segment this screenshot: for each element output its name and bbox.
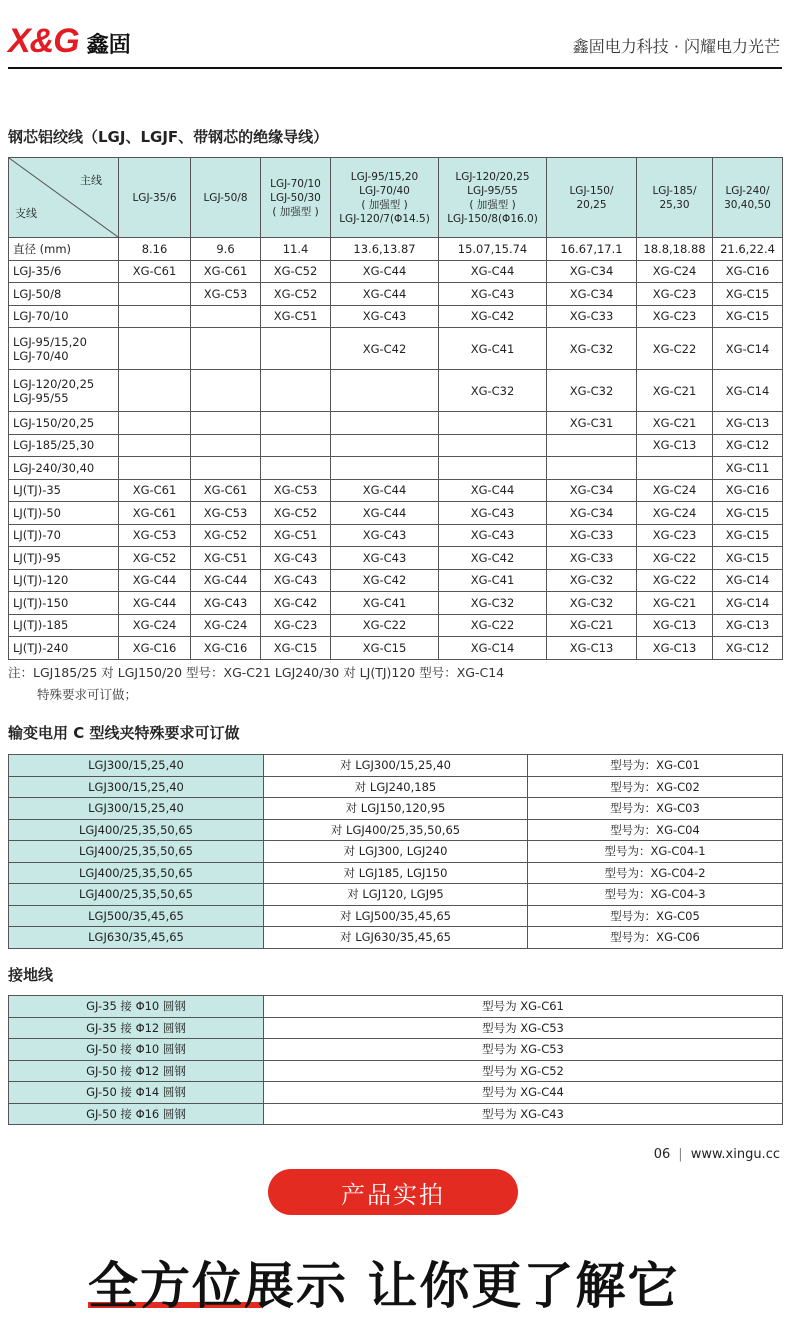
table-cell: XG-C23 bbox=[637, 305, 713, 328]
row-label: LGJ-95/15,20 LGJ-70/40 bbox=[9, 328, 119, 370]
table-row bbox=[9, 1103, 783, 1125]
table-row bbox=[9, 457, 783, 480]
table-row bbox=[9, 569, 783, 592]
table-cell: XG-C44 bbox=[331, 502, 439, 525]
table-cell: XG-C24 bbox=[191, 614, 261, 637]
model-cell: 型号为：XG-C03 bbox=[528, 798, 783, 820]
branch-conductor-cell: 对 LGJ240,185 bbox=[264, 776, 528, 798]
table-cell: XG-C32 bbox=[547, 328, 637, 370]
table-cell bbox=[331, 434, 439, 457]
table-cell: XG-C51 bbox=[261, 524, 331, 547]
table-cell: XG-C13 bbox=[713, 614, 783, 637]
table-cell: XG-C15 bbox=[713, 502, 783, 525]
table-cell: XG-C15 bbox=[713, 547, 783, 570]
table-cell bbox=[439, 434, 547, 457]
model-cell: 型号为 XG-C53 bbox=[264, 1017, 783, 1039]
table-cell bbox=[191, 457, 261, 480]
table-cell bbox=[191, 370, 261, 412]
model-cell: 型号为 XG-C44 bbox=[264, 1082, 783, 1104]
table-cell bbox=[119, 457, 191, 480]
table-cell: XG-C34 bbox=[547, 283, 637, 306]
table-cell bbox=[261, 457, 331, 480]
table-cell: XG-C14 bbox=[713, 592, 783, 615]
table-cell: XG-C43 bbox=[331, 524, 439, 547]
banner-headline: 全方位展示 让你更了解它 bbox=[88, 1257, 680, 1315]
table-cell: XG-C14 bbox=[713, 370, 783, 412]
model-cell: 型号为：XG-C04 bbox=[528, 819, 783, 841]
table-cell bbox=[439, 412, 547, 435]
column-header: LGJ-35/6 bbox=[119, 158, 191, 238]
branch-conductor-cell: 对 LGJ630/35,45,65 bbox=[264, 927, 528, 949]
table-row bbox=[9, 755, 783, 777]
table-cell: XG-C34 bbox=[547, 502, 637, 525]
grounding-spec-cell: GJ-50 接 Φ10 圆钢 bbox=[9, 1039, 264, 1061]
table-cell: 8.16 bbox=[119, 238, 191, 261]
table-row bbox=[9, 328, 783, 370]
branch-conductor-cell: 对 LGJ150,120,95 bbox=[264, 798, 528, 820]
table-cell: XG-C34 bbox=[547, 260, 637, 283]
model-cell: 型号为：XG-C06 bbox=[528, 927, 783, 949]
table-cell: XG-C61 bbox=[119, 479, 191, 502]
grounding-spec-cell: GJ-50 接 Φ14 圆钢 bbox=[9, 1082, 264, 1104]
table-cell bbox=[119, 305, 191, 328]
table-row bbox=[9, 592, 783, 615]
table-cell: XG-C44 bbox=[331, 283, 439, 306]
table-cell: XG-C61 bbox=[119, 502, 191, 525]
table-cell: XG-C16 bbox=[119, 637, 191, 660]
model-cell: 型号为：XG-C01 bbox=[528, 755, 783, 777]
table-cell: XG-C43 bbox=[261, 547, 331, 570]
table-cell: XG-C15 bbox=[331, 637, 439, 660]
main-conductor-cell: LGJ300/15,25,40 bbox=[9, 755, 264, 777]
branch-conductor-cell: 对 LGJ400/25,35,50,65 bbox=[264, 819, 528, 841]
model-cell: 型号为 XG-C53 bbox=[264, 1039, 783, 1061]
table-row bbox=[9, 1017, 783, 1039]
main-conductor-cell: LGJ400/25,35,50,65 bbox=[9, 862, 264, 884]
table-cell: 16.67,17.1 bbox=[547, 238, 637, 261]
table-cell: XG-C13 bbox=[547, 637, 637, 660]
table-cell: XG-C22 bbox=[637, 328, 713, 370]
table-row bbox=[9, 841, 783, 863]
brand-logo bbox=[8, 22, 131, 61]
table-row bbox=[9, 905, 783, 927]
main-conductor-cell: LGJ500/35,45,65 bbox=[9, 905, 264, 927]
table-cell: XG-C43 bbox=[439, 502, 547, 525]
table-row bbox=[9, 260, 783, 283]
table-cell bbox=[547, 434, 637, 457]
table-cell: XG-C44 bbox=[191, 569, 261, 592]
table-cell: XG-C42 bbox=[331, 569, 439, 592]
corner-cell bbox=[9, 158, 119, 238]
table-row bbox=[9, 862, 783, 884]
table-cell: XG-C15 bbox=[713, 305, 783, 328]
table-cell bbox=[261, 434, 331, 457]
table-cell: XG-C51 bbox=[261, 305, 331, 328]
table-cell: XG-C16 bbox=[191, 637, 261, 660]
table-cell bbox=[637, 457, 713, 480]
c-clamp-table bbox=[8, 754, 783, 949]
table-cell bbox=[261, 328, 331, 370]
table-cell: XG-C23 bbox=[637, 524, 713, 547]
table-row bbox=[9, 996, 783, 1018]
table-cell: XG-C13 bbox=[637, 434, 713, 457]
table-cell: XG-C43 bbox=[331, 547, 439, 570]
table-cell: XG-C21 bbox=[547, 614, 637, 637]
grounding-spec-cell: GJ-35 接 Φ10 圆钢 bbox=[9, 996, 264, 1018]
table-cell: XG-C43 bbox=[261, 569, 331, 592]
table-cell: XG-C41 bbox=[439, 328, 547, 370]
table-cell: XG-C22 bbox=[331, 614, 439, 637]
table-cell: 13.6,13.87 bbox=[331, 238, 439, 261]
table-cell: XG-C53 bbox=[191, 283, 261, 306]
table-cell bbox=[191, 305, 261, 328]
table-cell: XG-C61 bbox=[191, 260, 261, 283]
table-cell: XG-C21 bbox=[637, 592, 713, 615]
table-row bbox=[9, 502, 783, 525]
row-label: LGJ-70/10 bbox=[9, 305, 119, 328]
row-label: LGJ-240/30,40 bbox=[9, 457, 119, 480]
table-cell bbox=[439, 457, 547, 480]
table-cell: XG-C52 bbox=[191, 524, 261, 547]
table-cell: XG-C53 bbox=[261, 479, 331, 502]
table-cell bbox=[191, 434, 261, 457]
table-cell: XG-C51 bbox=[191, 547, 261, 570]
table-note: 注：LGJ185/25 对 LGJ150/20 型号：XG-C21 LGJ240/30 对 LJ(TJ)120 型号：XG-C14 bbox=[8, 665, 505, 680]
slogan: 鑫固电力科技 · 闪耀电力光芒 bbox=[572, 37, 780, 56]
table-cell: 21.6,22.4 bbox=[713, 238, 783, 261]
section-title-grounding: 接地线 bbox=[8, 966, 54, 984]
table-cell: XG-C13 bbox=[713, 412, 783, 435]
table-cell: 15.07,15.74 bbox=[439, 238, 547, 261]
row-label: LGJ-35/6 bbox=[9, 260, 119, 283]
model-cell: 型号为：XG-C02 bbox=[528, 776, 783, 798]
column-header: LGJ-185/ 25,30 bbox=[637, 158, 713, 238]
steel-core-table bbox=[8, 157, 783, 660]
table-cell: 18.8,18.88 bbox=[637, 238, 713, 261]
model-cell: 型号为 XG-C43 bbox=[264, 1103, 783, 1125]
table-cell: XG-C44 bbox=[439, 479, 547, 502]
table-cell: XG-C33 bbox=[547, 547, 637, 570]
table-cell bbox=[119, 412, 191, 435]
main-conductor-cell: LGJ300/15,25,40 bbox=[9, 776, 264, 798]
table-cell bbox=[261, 412, 331, 435]
branch-conductor-cell: 对 LGJ300, LGJ240 bbox=[264, 841, 528, 863]
table-cell: XG-C42 bbox=[439, 305, 547, 328]
table-cell bbox=[331, 457, 439, 480]
table-cell: XG-C53 bbox=[191, 502, 261, 525]
row-label: LJ(TJ)-150 bbox=[9, 592, 119, 615]
table-cell: XG-C42 bbox=[439, 547, 547, 570]
table-cell: XG-C41 bbox=[331, 592, 439, 615]
table-row bbox=[9, 1060, 783, 1082]
product-photos-button[interactable]: 产品实拍 bbox=[268, 1169, 518, 1215]
table-cell: XG-C15 bbox=[261, 637, 331, 660]
table-cell: XG-C16 bbox=[713, 479, 783, 502]
table-row bbox=[9, 370, 783, 412]
branch-conductor-cell: 对 LGJ120, LGJ95 bbox=[264, 884, 528, 906]
table-cell bbox=[119, 370, 191, 412]
table-cell: XG-C43 bbox=[439, 283, 547, 306]
table-cell: XG-C24 bbox=[637, 502, 713, 525]
table-cell bbox=[547, 457, 637, 480]
table-cell: XG-C41 bbox=[439, 569, 547, 592]
table-row bbox=[9, 524, 783, 547]
table-cell: XG-C52 bbox=[119, 547, 191, 570]
table-cell: XG-C24 bbox=[637, 479, 713, 502]
table-cell: XG-C11 bbox=[713, 457, 783, 480]
section-title-steel-core: 钢芯铝绞线（LGJ、LGJF、带钢芯的绝缘导线） bbox=[8, 128, 329, 146]
model-cell: 型号为：XG-C04-2 bbox=[528, 862, 783, 884]
table-row bbox=[9, 434, 783, 457]
grounding-spec-cell: GJ-35 接 Φ12 圆钢 bbox=[9, 1017, 264, 1039]
table-cell: XG-C22 bbox=[637, 547, 713, 570]
grounding-spec-cell: GJ-50 接 Φ16 圆钢 bbox=[9, 1103, 264, 1125]
table-cell bbox=[331, 412, 439, 435]
table-cell: XG-C52 bbox=[261, 260, 331, 283]
table-cell: XG-C44 bbox=[331, 479, 439, 502]
branch-conductor-cell: 对 LGJ185, LGJ150 bbox=[264, 862, 528, 884]
row-label: LJ(TJ)-185 bbox=[9, 614, 119, 637]
column-header: LGJ-95/15,20 LGJ-70/40 ( 加强型 ) LGJ-120/7(Φ14.5) bbox=[331, 158, 439, 238]
table-cell: XG-C14 bbox=[713, 569, 783, 592]
table-row bbox=[9, 1039, 783, 1061]
main-conductor-cell: LGJ400/25,35,50,65 bbox=[9, 841, 264, 863]
table-cell: XG-C32 bbox=[439, 592, 547, 615]
row-label: LGJ-185/25,30 bbox=[9, 434, 119, 457]
table-cell: XG-C13 bbox=[637, 614, 713, 637]
table-cell: XG-C43 bbox=[439, 524, 547, 547]
table-cell: XG-C21 bbox=[637, 370, 713, 412]
branch-conductor-cell: 对 LGJ300/15,25,40 bbox=[264, 755, 528, 777]
model-cell: 型号为 XG-C52 bbox=[264, 1060, 783, 1082]
table-row bbox=[9, 305, 783, 328]
main-conductor-cell: LGJ300/15,25,40 bbox=[9, 798, 264, 820]
page-number: 06 bbox=[653, 1147, 671, 1162]
corner-branch-label: 支线 bbox=[15, 207, 37, 220]
row-label: 直径 (mm) bbox=[9, 238, 119, 261]
table-cell: XG-C32 bbox=[547, 592, 637, 615]
website-link[interactable]: www.xingu.cc bbox=[690, 1147, 780, 1162]
table-cell: XG-C44 bbox=[331, 260, 439, 283]
table-cell bbox=[331, 370, 439, 412]
table-cell: XG-C15 bbox=[713, 524, 783, 547]
table-cell: XG-C61 bbox=[191, 479, 261, 502]
table-cell: XG-C32 bbox=[547, 569, 637, 592]
table-cell: XG-C14 bbox=[439, 637, 547, 660]
row-label: LJ(TJ)-120 bbox=[9, 569, 119, 592]
row-label: LJ(TJ)-70 bbox=[9, 524, 119, 547]
table-row bbox=[9, 238, 783, 261]
table-note-custom: 特殊要求可订做； bbox=[37, 687, 138, 702]
page-header bbox=[0, 0, 790, 70]
table-cell bbox=[191, 412, 261, 435]
table-cell bbox=[191, 328, 261, 370]
section-title-c-clamp: 输变电用 C 型线夹特殊要求可订做 bbox=[8, 724, 240, 742]
table-cell: XG-C32 bbox=[547, 370, 637, 412]
table-row bbox=[9, 927, 783, 949]
table-cell bbox=[261, 370, 331, 412]
table-cell: XG-C43 bbox=[331, 305, 439, 328]
column-header: LGJ-240/ 30,40,50 bbox=[713, 158, 783, 238]
row-label: LJ(TJ)-240 bbox=[9, 637, 119, 660]
table-row bbox=[9, 614, 783, 637]
table-cell: XG-C16 bbox=[713, 260, 783, 283]
table-cell: XG-C22 bbox=[637, 569, 713, 592]
table-row bbox=[9, 479, 783, 502]
column-header: LGJ-150/ 20,25 bbox=[547, 158, 637, 238]
table-cell: XG-C44 bbox=[439, 260, 547, 283]
table-cell: XG-C22 bbox=[439, 614, 547, 637]
grounding-spec-cell: GJ-50 接 Φ12 圆钢 bbox=[9, 1060, 264, 1082]
table-cell: XG-C13 bbox=[637, 637, 713, 660]
row-label: LJ(TJ)-95 bbox=[9, 547, 119, 570]
logo-mark: X&G bbox=[8, 22, 79, 60]
main-conductor-cell: LGJ400/25,35,50,65 bbox=[9, 819, 264, 841]
row-label: LGJ-50/8 bbox=[9, 283, 119, 306]
column-header: LGJ-120/20,25 LGJ-95/55 ( 加强型 ) LGJ-150/8(Φ16.0) bbox=[439, 158, 547, 238]
footer-separator: | bbox=[678, 1147, 683, 1162]
table-cell: XG-C52 bbox=[261, 502, 331, 525]
table-cell bbox=[119, 328, 191, 370]
row-label: LGJ-120/20,25 LGJ-95/55 bbox=[9, 370, 119, 412]
table-row bbox=[9, 637, 783, 660]
main-conductor-cell: LGJ400/25,35,50,65 bbox=[9, 884, 264, 906]
table-cell: XG-C21 bbox=[637, 412, 713, 435]
table-cell: XG-C24 bbox=[637, 260, 713, 283]
table-cell: 11.4 bbox=[261, 238, 331, 261]
table-cell: XG-C14 bbox=[713, 328, 783, 370]
column-header: LGJ-50/8 bbox=[191, 158, 261, 238]
table-header-row bbox=[9, 158, 783, 238]
table-cell: XG-C15 bbox=[713, 283, 783, 306]
model-cell: 型号为：XG-C05 bbox=[528, 905, 783, 927]
table-cell: XG-C53 bbox=[119, 524, 191, 547]
page-footer bbox=[654, 1147, 780, 1162]
table-cell: 9.6 bbox=[191, 238, 261, 261]
table-row bbox=[9, 776, 783, 798]
branch-conductor-cell: 对 LGJ500/35,45,65 bbox=[264, 905, 528, 927]
table-row bbox=[9, 884, 783, 906]
table-cell: XG-C12 bbox=[713, 637, 783, 660]
column-header: LGJ-70/10 LGJ-50/30 ( 加强型 ) bbox=[261, 158, 331, 238]
table-cell: XG-C24 bbox=[119, 614, 191, 637]
table-cell: XG-C23 bbox=[637, 283, 713, 306]
model-cell: 型号为：XG-C04-1 bbox=[528, 841, 783, 863]
diagonal-line bbox=[9, 158, 118, 237]
table-row bbox=[9, 412, 783, 435]
row-label: LJ(TJ)-35 bbox=[9, 479, 119, 502]
table-cell: XG-C42 bbox=[331, 328, 439, 370]
table-cell: XG-C32 bbox=[439, 370, 547, 412]
table-cell: XG-C42 bbox=[261, 592, 331, 615]
table-cell: XG-C44 bbox=[119, 569, 191, 592]
table-cell: XG-C33 bbox=[547, 305, 637, 328]
table-cell: XG-C33 bbox=[547, 524, 637, 547]
grounding-table bbox=[8, 995, 783, 1125]
row-label: LGJ-150/20,25 bbox=[9, 412, 119, 435]
table-cell: XG-C23 bbox=[261, 614, 331, 637]
header-divider bbox=[8, 67, 782, 69]
table-row bbox=[9, 547, 783, 570]
table-cell bbox=[119, 434, 191, 457]
table-cell: XG-C12 bbox=[713, 434, 783, 457]
model-cell: 型号为：XG-C04-3 bbox=[528, 884, 783, 906]
table-row bbox=[9, 1082, 783, 1104]
model-cell: 型号为 XG-C61 bbox=[264, 996, 783, 1018]
table-cell: XG-C61 bbox=[119, 260, 191, 283]
table-cell bbox=[119, 283, 191, 306]
table-cell: XG-C34 bbox=[547, 479, 637, 502]
table-cell: XG-C52 bbox=[261, 283, 331, 306]
logo-name: 鑫固 bbox=[86, 33, 131, 58]
table-row bbox=[9, 283, 783, 306]
table-cell: XG-C44 bbox=[119, 592, 191, 615]
row-label: LJ(TJ)-50 bbox=[9, 502, 119, 525]
table-row bbox=[9, 798, 783, 820]
table-cell: XG-C31 bbox=[547, 412, 637, 435]
table-row bbox=[9, 819, 783, 841]
table-cell: XG-C43 bbox=[191, 592, 261, 615]
main-conductor-cell: LGJ630/35,45,65 bbox=[9, 927, 264, 949]
corner-main-label: 主线 bbox=[80, 174, 102, 187]
